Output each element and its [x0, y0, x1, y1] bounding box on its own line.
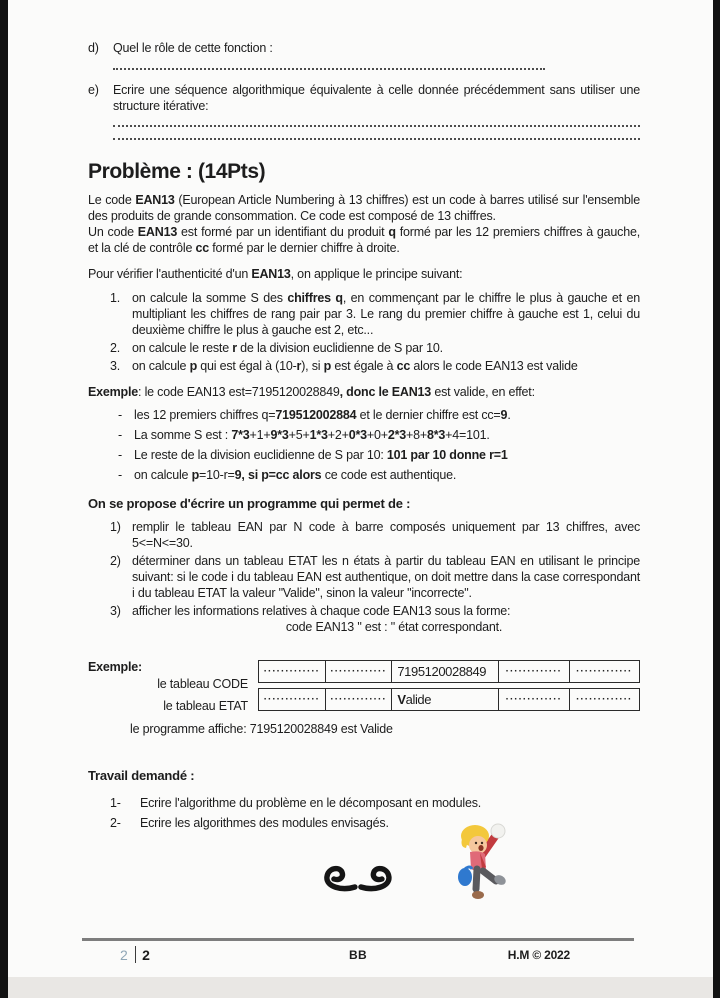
- table-cell-empty: ·············: [259, 661, 326, 683]
- example-table-labels: [88, 660, 258, 713]
- table-cell-empty: ·············: [499, 661, 569, 683]
- bullet-dash: -: [118, 408, 122, 422]
- answer-line: [113, 125, 640, 127]
- table-cell-empty: ·············: [325, 689, 392, 711]
- table-cell-empty: ·············: [569, 661, 640, 683]
- work-item-number: 1-: [110, 796, 121, 810]
- verification-steps: [88, 290, 640, 374]
- table-cell-etat-value: Valide: [392, 689, 499, 711]
- example-tables-block: [88, 660, 640, 713]
- step-number: 2.: [110, 341, 121, 355]
- table-cell-empty: ·············: [259, 689, 326, 711]
- builder-kid-mascot-icon: [452, 821, 510, 910]
- bullet-text: on calcule p=10-r=9, si p=cc alors ce code est authentique.: [134, 468, 457, 482]
- program-output-line: le programme affiche: 7195120028849 est Valide: [130, 722, 393, 736]
- task-number: 1): [110, 520, 121, 534]
- bullet-dash: -: [118, 448, 122, 462]
- task-output-format: code EAN13 " est : " état correspondant.: [285, 620, 503, 634]
- program-purpose-heading: On se propose d'écrire un programme qui permet de :: [88, 496, 411, 511]
- calculation-bullet: [88, 466, 640, 484]
- table-cell-code-value: 7195120028849: [392, 661, 499, 683]
- task-text: afficher les informations relatives à chaque code EAN13 sous la forme:: [132, 604, 511, 618]
- calculation-bullet: [88, 446, 640, 464]
- problem-intro-paragraph-1: Le code EAN13 (European Article Numbering à 13 chiffres) est un code à barres utilisé sur l'ensemble des produits de grande consommation. Ce code est composé de 13 chiffres.: [88, 193, 640, 223]
- photo-right-edge: [713, 0, 720, 998]
- answer-line: [113, 138, 640, 140]
- end-ornament-icon: [320, 863, 396, 898]
- work-item: [88, 813, 640, 833]
- task-text: déterminer dans un tableau ETAT les n états à partir du tableau EAN en utilisant le principe suivant: si le code i du tableau EAN est authentique, on doit mettre dans la case correspondant i du tableau ETAT la valeur "Valide", sinon la valeur "incorrecte".: [132, 554, 640, 600]
- question-item-e: [88, 82, 640, 114]
- photo-bottom-strip: [8, 977, 713, 998]
- table-cell-empty: ·············: [325, 661, 392, 683]
- bullet-text: les 12 premiers chiffres q=719512002884 et le dernier chiffre est cc=9.: [134, 408, 511, 422]
- program-tasks: [88, 519, 640, 634]
- table-cell-empty: ·············: [569, 689, 640, 711]
- example-intro: Exemple: le code EAN13 est=7195120028849, donc le EAN13 est valide, en effet:: [88, 385, 535, 399]
- bullet-text: La somme S est : 7*3+1+9*3+5+1*3+2+0*3+0+2*3+8+8*3+4=101.: [134, 428, 490, 442]
- step-text: on calcule le reste r de la division euclidienne de S par 10.: [132, 341, 443, 355]
- verification-step: [88, 290, 640, 338]
- answer-line: [113, 68, 545, 70]
- program-task: [88, 553, 640, 601]
- etat-table-row: [259, 689, 640, 711]
- task-number: 3): [110, 604, 121, 618]
- footer: [82, 946, 634, 963]
- etat-table-label: le tableau ETAT: [163, 699, 248, 713]
- footer-credit: H.M © 2022: [507, 947, 570, 962]
- footer-center-initials: BB: [349, 947, 367, 962]
- footer-rule: [82, 938, 634, 941]
- question-d-text: Quel le rôle de cette fonction :: [113, 41, 273, 55]
- bullet-text: Le reste de la division euclidienne de S par 10: 101 par 10 donne r=1: [134, 448, 508, 462]
- problem-title: Problème : (14Pts): [88, 160, 266, 183]
- photo-left-edge: [0, 0, 8, 998]
- code-table-label: le tableau CODE: [157, 677, 248, 691]
- page-number-current: 2: [120, 946, 128, 963]
- page-content: [88, 0, 640, 919]
- question-e-text: Ecrire une séquence algorithmique équivalente à celle donnée précédemment sans utiliser une structure itérative:: [113, 83, 640, 113]
- table-cell-empty: ·············: [499, 689, 569, 711]
- page-number-total: 2: [142, 946, 150, 963]
- problem-intro-paragraph-2: Un code EAN13 est formé par un identifiant du produit q formé par les 12 premiers chiffres à gauche, et la clé de contrôle cc formé par le dernier chiffre à droite.: [88, 225, 640, 255]
- task-text: remplir le tableau EAN par N code à barre composés uniquement par 13 chiffres, avec 5<=N<=30.: [132, 520, 640, 550]
- bullet-dash: -: [118, 468, 122, 482]
- task-number: 2): [110, 554, 121, 568]
- code-table-row: [259, 661, 640, 683]
- example-tables: [258, 660, 640, 713]
- program-task: [88, 603, 640, 619]
- decoration-row: [88, 835, 640, 919]
- code-table: [258, 660, 640, 683]
- step-text: on calcule p qui est égal à (10-r), si p est égale à cc alors le code EAN13 est valide: [132, 359, 578, 373]
- step-number: 1.: [110, 291, 121, 305]
- etat-table: [258, 688, 640, 711]
- question-e-number: e): [88, 83, 99, 97]
- previous-exercise-tail: [88, 0, 640, 140]
- work-item-number: 2-: [110, 816, 121, 830]
- step-text: on calcule la somme S des chiffres q, en commençant par le chiffre le plus à gauche et en multipliant les chiffres de rang pair par 3. Le rang du premier chiffre à gauche est 1, celui du deuxième chiffre le plus à gauche est 2, etc...: [132, 291, 640, 337]
- example-label: Exemple:: [88, 660, 142, 674]
- calculation-bullet: [88, 406, 640, 424]
- program-task: [88, 519, 640, 551]
- exam-page: [8, 0, 713, 998]
- calculation-bullets: [88, 406, 640, 484]
- step-number: 3.: [110, 359, 121, 373]
- question-item-d: [88, 40, 640, 56]
- verification-intro: Pour vérifier l'authenticité d'un EAN13, on applique le principe suivant:: [88, 267, 463, 281]
- verification-step: [88, 358, 640, 374]
- work-item-text: Ecrire les algorithmes des modules envisagés.: [140, 816, 389, 830]
- work-item: [88, 793, 640, 813]
- question-d-number: d): [88, 41, 99, 55]
- calculation-bullet: [88, 426, 640, 444]
- work-item-text: Ecrire l'algorithme du problème en le décomposant en modules.: [140, 796, 482, 810]
- work-heading: Travail demandé :: [88, 768, 195, 783]
- work-list: [88, 793, 640, 833]
- bullet-dash: -: [118, 428, 122, 442]
- verification-step: [88, 340, 640, 356]
